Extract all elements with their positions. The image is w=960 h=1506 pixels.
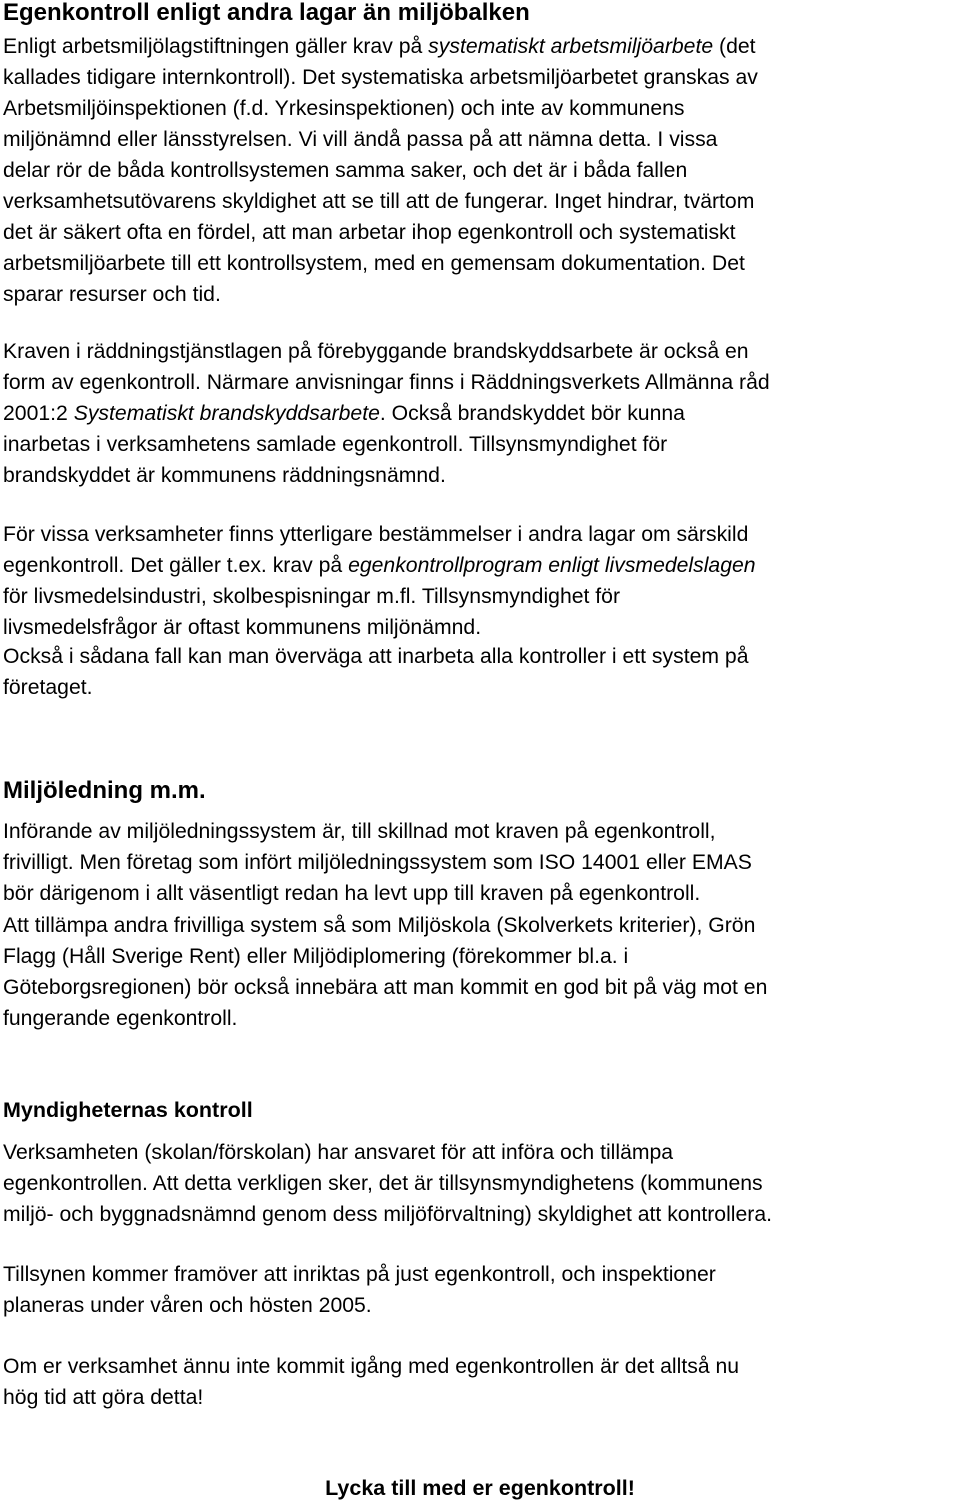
text-line: egenkontrollen. Att detta verkligen sker, det är tillsynsmyndighetens (kommunens: [3, 1172, 763, 1195]
paragraph-arbetsmiljo: [3, 31, 957, 310]
text-line: kallades tidigare internkontroll). Det systematiska arbetsmiljöarbetet granskas av: [3, 66, 758, 89]
paragraph-ansvar: [3, 1137, 957, 1230]
text-line: livsmedelsfrågor är oftast kommunens miljönämnd.: [3, 616, 482, 639]
text-line: hög tid att göra detta!: [3, 1386, 204, 1409]
text-line: Arbetsmiljöinspektionen (f.d. Yrkesinspektionen) och inte av kommunens: [3, 97, 685, 120]
paragraph-livsmedel: [3, 519, 957, 643]
paragraph-frivilliga-system: [3, 910, 957, 1034]
text-line: fungerande egenkontroll.: [3, 1007, 238, 1030]
paragraph-miljoledningssystem: [3, 816, 957, 909]
text-line: [3, 398, 957, 429]
text-line: arbetsmiljöarbete till ett kontrollsystem, med en gemensam dokumentation. Det: [3, 252, 745, 275]
text-line: miljö- och byggnadsnämnd genom dess miljöförvaltning) skyldighet att kontrollera.: [3, 1203, 773, 1226]
text-line: Verksamheten (skolan/förskolan) har ansvaret för att införa och tillämpa: [3, 1141, 674, 1164]
closing-line: Lycka till med er egenkontroll!: [325, 1476, 635, 1500]
text-line: Tillsynen kommer framöver att inriktas på just egenkontroll, och inspektioner: [3, 1263, 716, 1286]
emphasis-text: egenkontrollprogram enligt livsmedelslagen: [348, 554, 756, 577]
text-line: Göteborgsregionen) bör också innebära att man kommit en god bit på väg mot en: [3, 976, 768, 999]
text-line: Att tillämpa andra frivilliga system så som Miljöskola (Skolverkets kriterier), Grön: [3, 914, 756, 937]
text-line: [3, 31, 957, 62]
text-line: det är säkert ofta en fördel, att man arbetar ihop egenkontroll och systematiskt: [3, 221, 736, 244]
text-line: För vissa verksamheter finns ytterligare bestämmelser i andra lagar om särskild: [3, 523, 749, 546]
text-line: delar rör de båda kontrollsystemen samma saker, och det är i båda fallen: [3, 159, 688, 182]
text-line: för livsmedelsindustri, skolbespisningar m.fl. Tillsynsmyndighet för: [3, 585, 621, 608]
text-line: inarbetas i verksamhetens samlade egenkontroll. Tillsynsmyndighet för: [3, 433, 668, 456]
paragraph-tillsyn: [3, 1259, 957, 1321]
text-line: Om er verksamhet ännu inte kommit igång med egenkontrollen är det alltså nu: [3, 1355, 740, 1378]
text-run: Enligt arbetsmiljölagstiftningen gäller krav på: [3, 35, 429, 58]
text-line: sparar resurser och tid.: [3, 283, 221, 306]
text-line: brandskyddet är kommunens räddningsnämnd.: [3, 464, 446, 487]
text-line: [3, 550, 957, 581]
text-line: Också i sådana fall kan man överväga att inarbeta alla kontroller i ett system på: [3, 645, 749, 668]
text-line: Kraven i räddningstjänstlagen på förebyggande brandskyddsarbete är också en: [3, 340, 749, 363]
text-line: företaget.: [3, 676, 93, 699]
text-line: form av egenkontroll. Närmare anvisningar finns i Räddningsverkets Allmänna råd: [3, 371, 770, 394]
text-line: miljönämnd eller länsstyrelsen. Vi vill ändå passa på att nämna detta. I vissa: [3, 128, 718, 151]
text-run: . Också brandskyddet bör kunna: [379, 402, 685, 425]
section-heading-miljoledning: Miljöledning m.m.: [3, 777, 206, 804]
text-line: Införande av miljöledningssystem är, till skillnad mot kraven på egenkontroll,: [3, 820, 716, 843]
section-heading-myndigheter: Myndigheternas kontroll: [3, 1098, 253, 1122]
text-run: 2001:2: [3, 402, 74, 425]
paragraph-uppmaning: [3, 1351, 957, 1413]
text-line: verksamhetsutövarens skyldighet att se till att de fungerar. Inget hindrar, tvärtom: [3, 190, 755, 213]
text-run: egenkontroll. Det gäller t.ex. krav på: [3, 554, 349, 577]
emphasis-text: systematiskt arbetsmiljöarbete: [428, 35, 714, 58]
text-line: bör därigenom i allt väsentligt redan ha levt upp till kraven på egenkontroll.: [3, 882, 701, 905]
emphasis-text: Systematiskt brandskyddsarbete: [73, 402, 380, 425]
text-run: (det: [713, 35, 756, 58]
paragraph-inarbeta: [3, 641, 957, 703]
page-title: Egenkontroll enligt andra lagar än miljöbalken: [3, 0, 530, 26]
text-line: planeras under våren och hösten 2005.: [3, 1294, 372, 1317]
paragraph-raddningstjanst: [3, 336, 957, 491]
text-line: Flagg (Håll Sverige Rent) eller Miljödiplomering (förekommer bl.a. i: [3, 945, 629, 968]
text-line: frivilligt. Men företag som infört miljöledningssystem som ISO 14001 eller EMAS: [3, 851, 752, 874]
